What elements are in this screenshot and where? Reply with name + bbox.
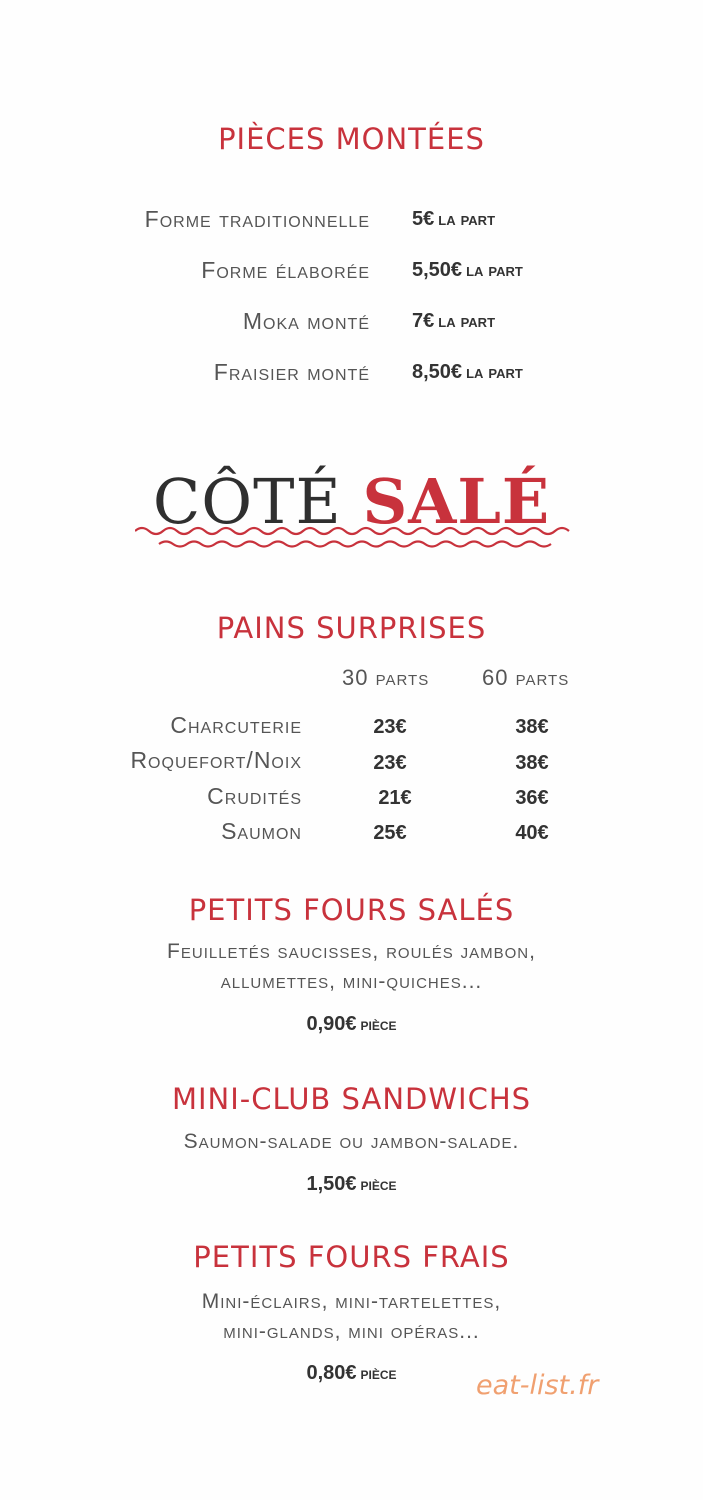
mini-club-price: 1,50€ pièce — [306, 1173, 397, 1195]
pff-description-line: mini-glands, mini opéras... — [223, 1320, 480, 1343]
pains-surprises-title: PAINS SURPRISES — [216, 611, 487, 645]
ps-row-label: Saumon — [221, 818, 302, 844]
pm-item-label: Moka monté — [242, 308, 370, 334]
petits-fours-sales-title: PETITS FOURS SALÉS — [188, 893, 515, 927]
ps-price-30: 23€ — [373, 716, 407, 738]
ps-row-label: Roquefort/Noix — [130, 747, 302, 773]
pff-price: 0,80€ pièce — [306, 1362, 397, 1384]
pm-item-label: Forme traditionnelle — [144, 206, 370, 232]
ps-price-30: 21€ — [378, 787, 412, 809]
pff-description-line: Mini-éclairs, mini-tartelettes, — [201, 1290, 502, 1313]
wave-decoration — [135, 517, 575, 555]
pieces-montees-title: PIÈCES MONTÉES — [218, 122, 485, 156]
pm-item-price: 7€ la part — [412, 310, 496, 332]
ps-price-60: 38€ — [515, 716, 549, 738]
ps-price-30: 25€ — [373, 822, 407, 844]
column-header-30: 30 parts — [342, 665, 430, 690]
column-header-60: 60 parts — [482, 665, 570, 690]
watermark-text: eat-list.fr — [476, 1370, 599, 1401]
ps-price-60: 38€ — [515, 752, 549, 774]
sale-word: SALÉ — [362, 465, 551, 538]
ps-price-60: 40€ — [515, 822, 549, 844]
pm-item-price: 5,50€ la part — [412, 259, 523, 281]
mini-club-title: MINI-CLUB SANDWICHS — [171, 1082, 532, 1116]
pm-item-price: 8,50€ la part — [412, 361, 523, 383]
ps-price-60: 36€ — [515, 787, 549, 809]
petits-fours-frais-title: PETITS FOURS FRAIS — [193, 1240, 510, 1274]
pm-item-price: 5€ la part — [412, 208, 496, 230]
pfs-description-line: Feuilletés saucisses, roulés jambon, — [167, 940, 536, 963]
cote-word: CÔTÉ — [152, 465, 342, 538]
pfs-description-line: allumettes, mini-quiches... — [220, 970, 483, 993]
mini-club-description: Saumon-salade ou jambon-salade. — [183, 1130, 520, 1153]
ps-row-label: Charcuterie — [170, 712, 302, 738]
ps-price-30: 23€ — [373, 752, 407, 774]
ps-row-label: Crudités — [207, 783, 302, 809]
pm-item-label: Forme élaborée — [201, 257, 370, 283]
pfs-price: 0,90€ pièce — [306, 1013, 397, 1035]
pm-item-label: Fraisier monté — [213, 359, 370, 385]
cote-sale-banner — [0, 465, 703, 560]
